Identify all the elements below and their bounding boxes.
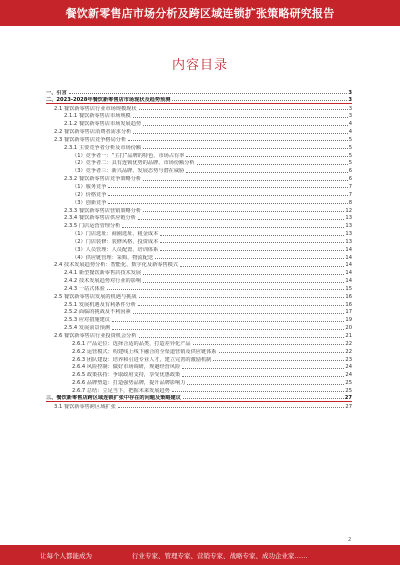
toc-leader-dots <box>160 242 344 243</box>
toc-entry-label: 2.4 技术发展趋势分析：智能化、数字化及新零售模式 <box>54 262 179 269</box>
toc-leader-dots <box>107 289 345 290</box>
toc-entry[interactable] <box>46 112 352 120</box>
toc-entry[interactable] <box>46 221 352 229</box>
toc-entry-label: 2.5.2 面临的挑战及不利因素 <box>64 309 131 316</box>
toc-leader-dots <box>139 109 348 110</box>
toc-leader-dots <box>143 125 348 126</box>
toc-entry[interactable] <box>46 394 352 402</box>
toc-entry[interactable] <box>46 119 352 127</box>
toc-entry-page: 16 <box>345 293 352 300</box>
footer-bar <box>0 545 400 565</box>
toc-entry[interactable] <box>46 198 352 206</box>
toc-entry-label: 2.6.1 产品定位：选择合适的品类，打造差异化产品 <box>72 340 191 347</box>
toc-entry-page: 3 <box>348 113 352 120</box>
toc-entry-label: 2.3.5 门店运营管理分析 <box>64 223 121 230</box>
toc-leader-dots <box>193 344 345 345</box>
toc-entry-label: 2.3.2 餐饮新零售店竞争策略分析 <box>64 176 142 183</box>
toc-entry-label: （4）供应链管理：采购、物流配送 <box>72 254 154 261</box>
toc-leader-dots <box>133 133 347 134</box>
toc-entry-label: 2.1.1 餐饮新零售店市场规模 <box>64 113 131 120</box>
toc-title: 内容目录 <box>171 58 228 73</box>
toc-entry[interactable] <box>46 135 352 143</box>
toc-entry-label: （3）创新竞争 <box>72 199 107 206</box>
toc-entry-label: 2.4.1 新型餐饮新零售店技术发展 <box>64 270 142 277</box>
toc-entry-label: 2.3.4 餐饮新零售店供应链分析 <box>64 215 136 222</box>
toc-entry-label: 一、引言 <box>46 89 67 96</box>
toc-leader-dots <box>155 258 344 259</box>
toc-entry[interactable] <box>46 402 352 410</box>
toc-entry-label: 2.2 餐饮新零售店消费者需求分析 <box>54 129 132 136</box>
toc-entry-label: 三、餐饮新零售店跨区域连锁扩张中存在的问题及策略建议 <box>46 394 181 401</box>
toc-entry-label: 2.6.2 运营模式：构建线上线下融合的全渠道营销及供应链体系 <box>72 348 217 355</box>
toc-entry[interactable] <box>46 378 352 386</box>
toc-leader-dots <box>138 219 344 220</box>
toc-leader-dots <box>197 164 348 165</box>
toc-entry-label: （2）门店装修：装修风格、投资成本 <box>72 238 159 245</box>
toc-entry-page: 14 <box>345 278 352 285</box>
toc-entry-page: 25 <box>345 387 352 394</box>
toc-leader-dots <box>182 368 344 369</box>
toc-leader-dots <box>139 297 345 298</box>
toc-entry[interactable] <box>46 300 352 308</box>
toc-entry-page: 23 <box>345 356 352 363</box>
toc-entry-page: 14 <box>345 246 352 253</box>
toc-leader-dots <box>108 195 347 196</box>
toc-entry-page: 7 <box>348 183 352 190</box>
toc-entry[interactable] <box>46 214 352 222</box>
toc-entry-label: 2.5.4 发展前景预测 <box>64 325 110 332</box>
toc-entry[interactable] <box>46 174 352 182</box>
toc-leader-dots <box>172 100 347 101</box>
toc-entry-page: 22 <box>345 340 352 347</box>
toc-entry-page: 17 <box>345 309 352 316</box>
toc-entry-page: 13 <box>345 231 352 238</box>
toc-leader-dots <box>118 407 345 408</box>
toc-entry-page: 19 <box>345 317 352 324</box>
toc-entry-page: 24 <box>345 372 352 379</box>
toc-entry[interactable] <box>46 151 352 159</box>
toc-entry-label: 2.3.1 主要竞争者分析及市场份额 <box>64 144 142 151</box>
toc-entry-label: 2.6.4 风险控制：做好市场调研，规避经营风险 <box>72 364 181 371</box>
toc-entry[interactable] <box>46 331 352 339</box>
toc-entry-page: 8 <box>348 199 352 206</box>
toc-entry-page: 20 <box>345 325 352 332</box>
toc-entry[interactable] <box>46 206 352 214</box>
toc-entry-page: 21 <box>345 333 352 339</box>
toc-entry-page: 5 <box>348 136 352 143</box>
toc-entry-page: 5 <box>348 160 352 167</box>
toc-entry[interactable] <box>46 284 352 292</box>
toc-entry-label: 2.5.1 发展机遇及有利条件分析 <box>64 301 136 308</box>
toc-entry[interactable] <box>46 159 352 167</box>
report-title: 餐饮新零售店市场分析及跨区域连锁扩张策略研究报告 <box>65 7 335 20</box>
toc-entry-label: 2.1 餐饮新零售店行业市场规模现状 <box>54 105 137 112</box>
toc-entry-page: 6 <box>348 168 352 175</box>
toc-entry[interactable] <box>46 355 352 363</box>
toc-entry-page: 15 <box>345 285 352 292</box>
toc-entry[interactable] <box>46 363 352 371</box>
toc-entry-label: （1）竞争者一：“主打”品牌的特色、市场占有率 <box>72 152 185 159</box>
toc-leader-dots <box>182 376 344 377</box>
toc-entry[interactable] <box>46 166 352 174</box>
toc-entry[interactable] <box>46 143 352 151</box>
toc-leader-dots <box>183 398 344 399</box>
toc-entry[interactable] <box>46 237 352 245</box>
toc-leader-dots <box>133 117 348 118</box>
toc-entry[interactable] <box>46 127 352 135</box>
toc-entry-label: （2）价格竞争 <box>72 191 107 198</box>
toc-entry-page: 3 <box>348 89 352 96</box>
toc-entry-page: 16 <box>345 301 352 308</box>
toc-entry[interactable] <box>46 104 352 112</box>
toc-entry-page: 3 <box>348 105 352 112</box>
toc-entry-page: 14 <box>345 254 352 261</box>
toc-entry-page: 7 <box>348 191 352 198</box>
toc-entry-page: 27 <box>345 403 352 410</box>
toc-entry[interactable] <box>46 88 352 96</box>
toc-entry-label: （3）人员管理：人员配置、培训体系 <box>72 246 159 253</box>
toc-entry-label: 2.4.2 技术发展趋势对行业的影响 <box>64 278 142 285</box>
page-number: 2 <box>348 537 352 543</box>
toc-entry-label: 2.6 餐饮新零售店行业投资机会分析 <box>54 333 137 339</box>
toc-entry-label: 3.1 餐饮新零售跨区域扩张 <box>54 403 116 410</box>
toc-entry[interactable] <box>46 370 352 378</box>
toc-leader-dots <box>219 352 345 353</box>
toc-entry-label: 2.5.3 应对措施建议 <box>64 317 110 324</box>
toc-entry-label: 2.3 餐饮新零售店竞争格局分析 <box>54 136 127 143</box>
toc-entry-label: 2.6.6 品牌塑造：打造强势品牌，提升品牌影响力 <box>72 380 186 387</box>
toc-entry-page: 4 <box>348 121 352 128</box>
toc-leader-dots <box>186 156 347 157</box>
toc-leader-dots <box>122 227 344 228</box>
toc-leader-dots <box>138 305 344 306</box>
toc-leader-dots <box>143 211 344 212</box>
toc-leader-dots <box>112 329 344 330</box>
toc-entry-page: 3 <box>348 96 352 103</box>
toc-list <box>46 88 352 410</box>
toc-entry-page: 14 <box>345 270 352 277</box>
toc-leader-dots <box>160 235 344 236</box>
toc-entry[interactable] <box>46 339 352 347</box>
toc-entry[interactable] <box>46 190 352 198</box>
toc-entry[interactable] <box>46 253 352 261</box>
toc-entry-page: 12 <box>345 207 352 214</box>
toc-entry[interactable] <box>46 292 352 300</box>
toc-entry-label: （3）竞争者三：新兴品牌、发展态势与潜在威胁 <box>72 168 185 175</box>
toc-entry-label: 2.6.7 总结：立足当下，把握未来发展趋势 <box>72 387 170 394</box>
toc-entry-page: 27 <box>344 394 352 401</box>
toc-leader-dots <box>108 203 347 204</box>
toc-entry-label: 2.5 餐饮新零售店发展的机遇与挑战 <box>54 293 137 300</box>
toc-leader-dots <box>69 93 348 94</box>
toc-entry-label: （1）门店选址：商圈选址、租金成本 <box>72 231 159 238</box>
toc-entry-label: 二、2023-2028年餐饮新零售店市场现状及趋势预测 <box>46 96 171 103</box>
toc-entry-page: 22 <box>345 348 352 355</box>
toc-entry-page: 24 <box>345 364 352 371</box>
toc-entry[interactable] <box>46 182 352 190</box>
toc-entry[interactable] <box>46 386 352 394</box>
toc-leader-dots <box>172 391 345 392</box>
header-bar <box>0 0 400 26</box>
toc-leader-dots <box>133 313 345 314</box>
toc-entry-label: （2）竞争者二：具有连锁优势的品牌、市场份额分析 <box>72 160 195 167</box>
toc-entry-page: 13 <box>345 238 352 245</box>
toc-leader-dots <box>186 172 347 173</box>
toc-leader-dots <box>143 274 344 275</box>
toc-entry[interactable] <box>46 347 352 355</box>
toc-entry-label: 2.3.3 餐饮新零售店营销策略分析 <box>64 207 142 214</box>
toc-leader-dots <box>108 187 347 188</box>
toc-entry[interactable] <box>46 261 352 269</box>
footer-roles: 行业专家、管理专家、营销专家、战略专家、成功企业家…… <box>132 551 308 560</box>
toc-leader-dots <box>180 266 344 267</box>
footer-slogan: 让每个人都能成为 <box>40 551 92 560</box>
toc-entry[interactable] <box>46 276 352 284</box>
toc-entry[interactable] <box>46 323 352 331</box>
toc-entry-page: 6 <box>348 176 352 183</box>
toc-entry[interactable] <box>46 268 352 276</box>
toc-entry-page: 14 <box>345 262 352 269</box>
toc-entry-page: 13 <box>345 215 352 222</box>
toc-entry-label: 2.6.3 团队建设：培养和引进专业人才，建立完善的激励机制 <box>72 356 212 363</box>
toc-leader-dots <box>143 180 348 181</box>
toc-entry[interactable] <box>46 245 352 253</box>
toc-entry-page: 13 <box>345 223 352 230</box>
toc-entry-page: 4 <box>348 129 352 136</box>
toc-entry-page: 25 <box>345 380 352 387</box>
toc-entry-label: 2.4.3 一站式体验 <box>64 285 105 292</box>
toc-leader-dots <box>187 384 344 385</box>
toc-entry[interactable] <box>46 315 352 323</box>
toc-entry-page: 5 <box>348 144 352 151</box>
toc-entry[interactable] <box>46 308 352 316</box>
toc-entry-page: 5 <box>348 152 352 159</box>
toc-leader-dots <box>128 140 348 141</box>
toc-leader-dots <box>112 321 344 322</box>
toc-entry-label: 2.6.5 政策扶持：争取政府支持，享受优惠政策 <box>72 372 181 379</box>
toc-leader-dots <box>143 282 344 283</box>
toc-entry-label: 2.1.2 餐饮新零售店市场发展趋势 <box>64 121 142 128</box>
toc-leader-dots <box>139 337 345 338</box>
toc-leader-dots <box>143 148 348 149</box>
toc-entry[interactable] <box>46 96 352 104</box>
toc-entry-label: （1）服务竞争 <box>72 183 107 190</box>
toc-entry[interactable] <box>46 229 352 237</box>
toc-leader-dots <box>213 360 344 361</box>
toc-leader-dots <box>160 250 344 251</box>
